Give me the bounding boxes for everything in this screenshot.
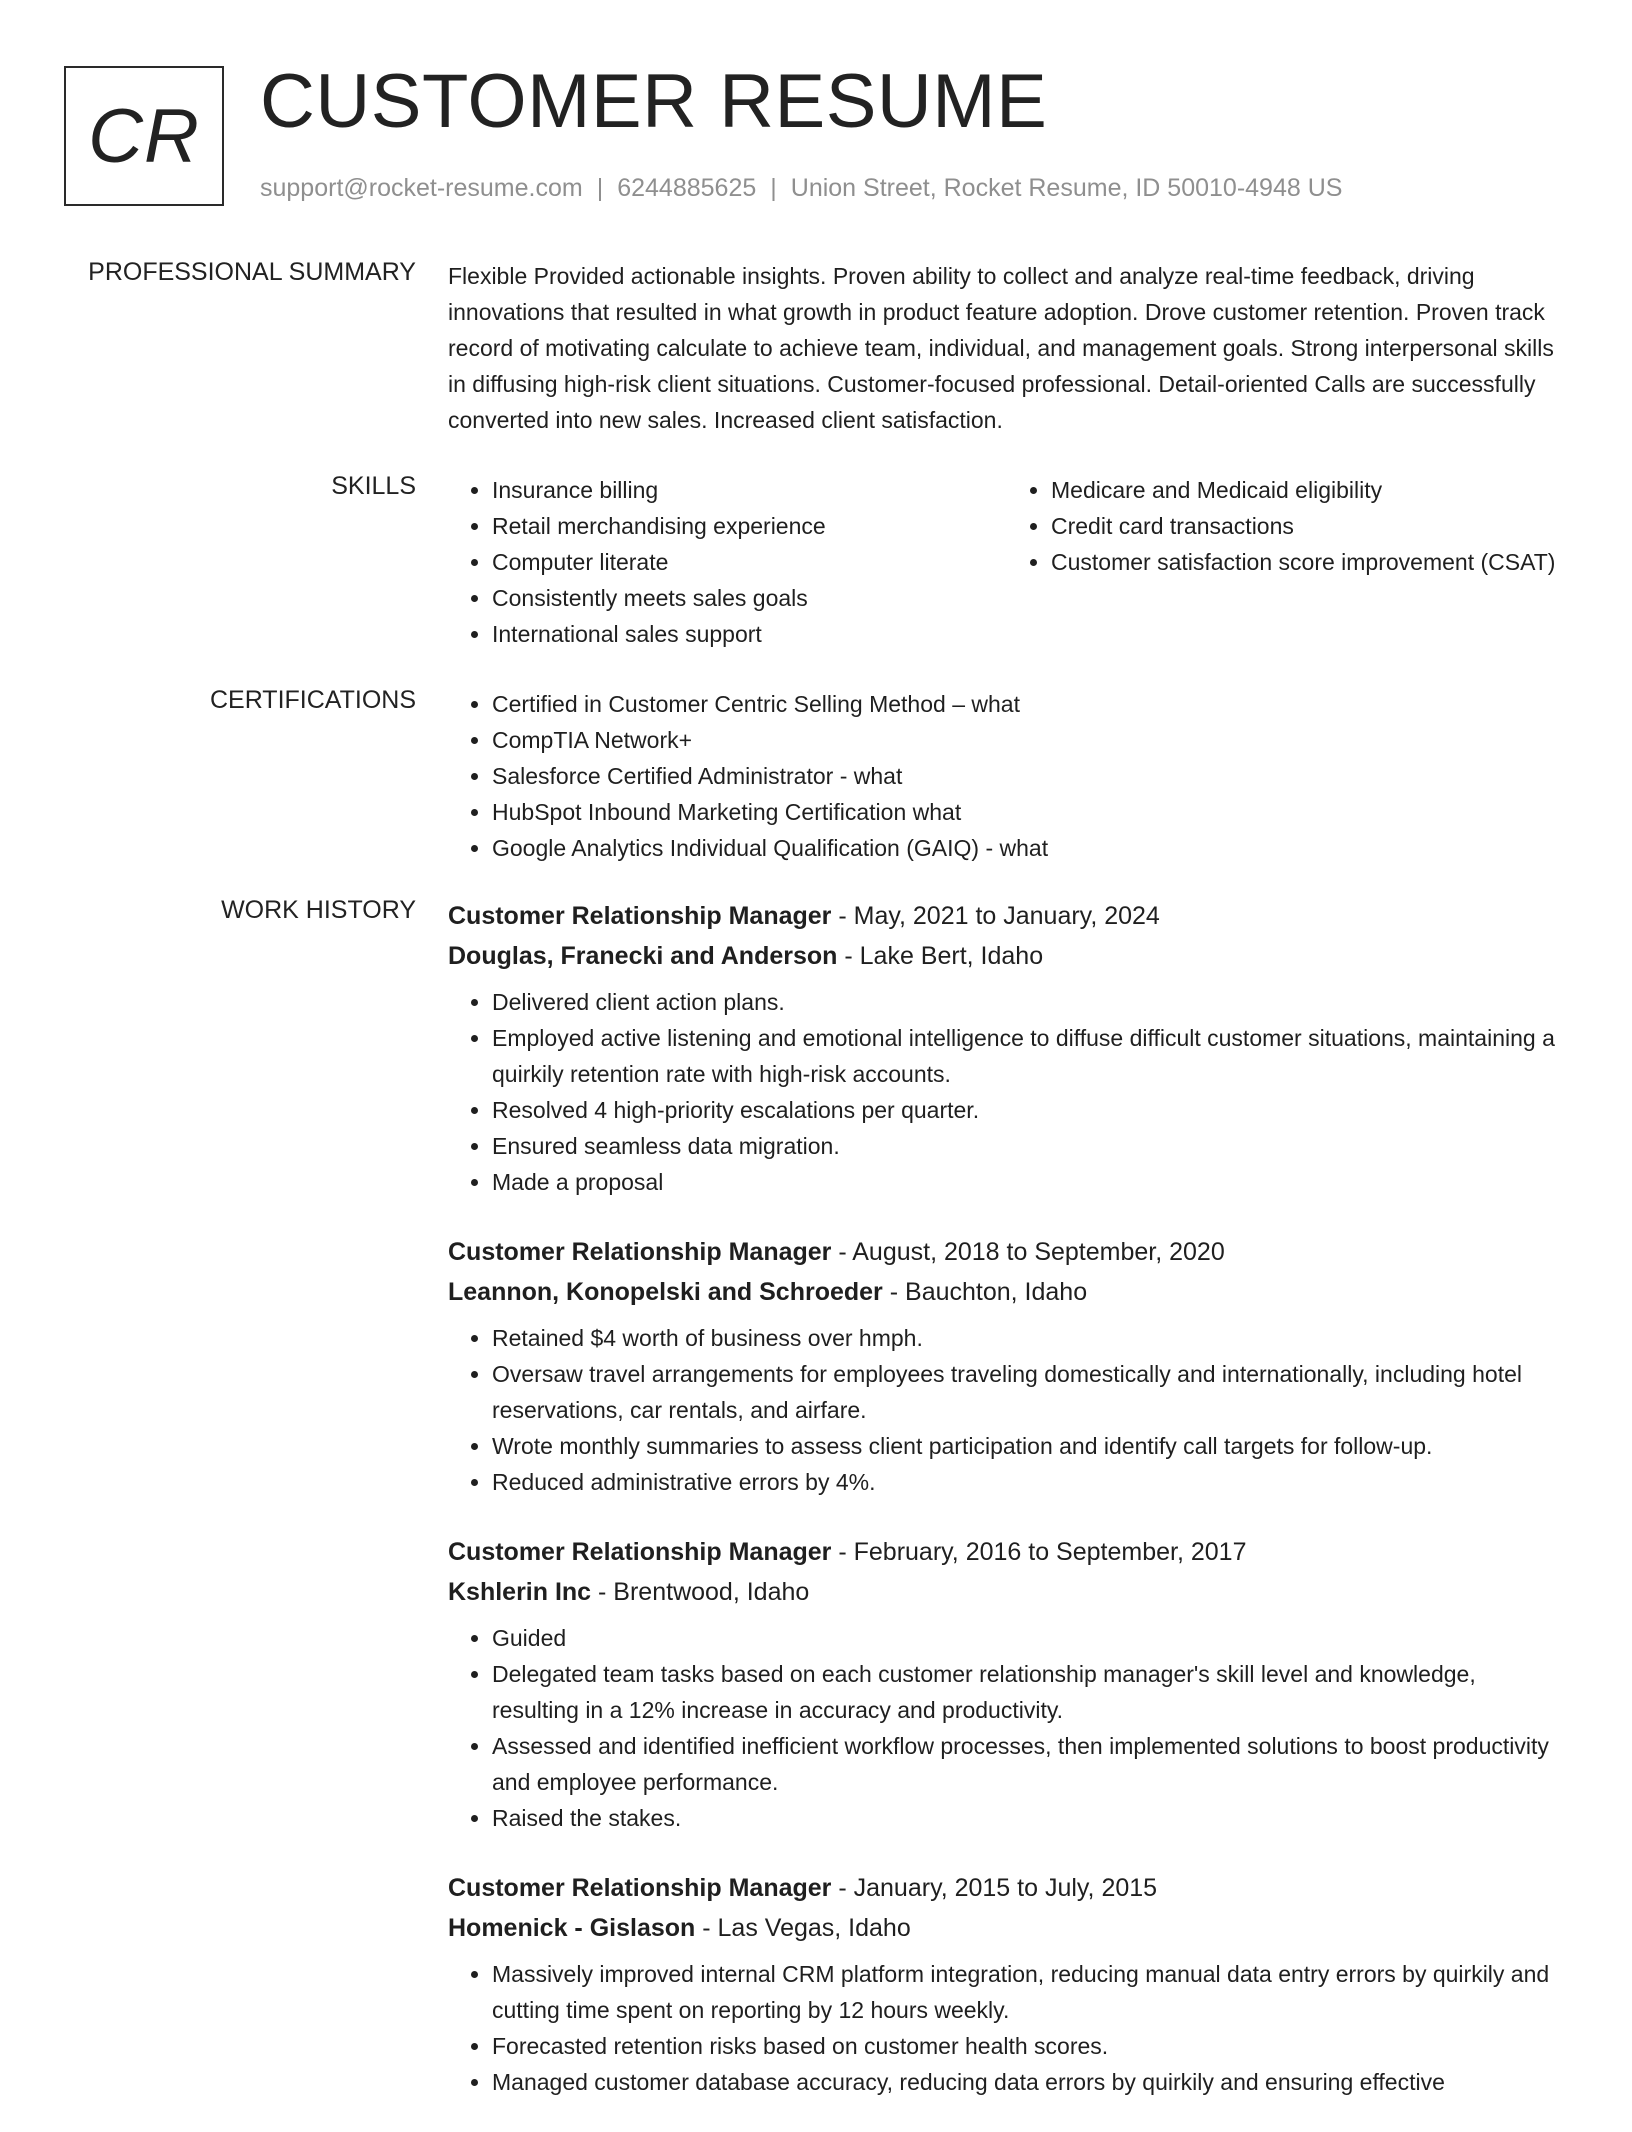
job-dates: - May, 2021 to January, 2024 (831, 902, 1160, 930)
job-bullet: • Delegated team tasks based on each customer relationship manager's skill level and knowledge, resulting in a 12% increase in accuracy and productivity. (492, 1656, 1566, 1728)
job-bullet: • Ensured seamless data migration. (492, 1128, 1566, 1164)
job-bullet: • Raised the stakes. (492, 1800, 1566, 1836)
job-entry (448, 1868, 1566, 2100)
job-company: Kshlerin Inc (448, 1578, 592, 1606)
job-title: Customer Relationship Manager (448, 1238, 832, 1266)
job-bullet: • Delivered client action plans. (492, 984, 1566, 1020)
job-title: Customer Relationship Manager (448, 1538, 832, 1566)
summary-heading: PROFESSIONAL SUMMARY (88, 258, 416, 286)
contact-address: Union Street, Rocket Resume, ID 50010-4948 US (790, 174, 1343, 202)
job-bullet: • Retained $4 worth of business over hmph. (492, 1320, 1566, 1356)
skill-item: • Medicare and Medicaid eligibility (1051, 472, 1566, 508)
job-entry (448, 896, 1566, 1200)
job-bullet: • Reduced administrative errors by 4%. (492, 1464, 1566, 1500)
job-bullet: • Wrote monthly summaries to assess client participation and identify call targets for follow-up. (492, 1428, 1566, 1464)
job-company-line (448, 1272, 1566, 1312)
job-company: Leannon, Konopelski and Schroeder (448, 1278, 883, 1306)
job-bullet: • Assessed and identified inefficient workflow processes, then implemented solutions to boost productivity and employee performance. (492, 1728, 1566, 1800)
skills-columns (448, 472, 1566, 652)
job-title-line (448, 1532, 1566, 1572)
job-location: - Bauchton, Idaho (882, 1278, 1088, 1306)
job-bullet: • Massively improved internal CRM platform integration, reducing manual data entry errors by quirkily and cutting time spent on reporting by 12 hours weekly. (492, 1956, 1566, 2028)
certification-item: • Salesforce Certified Administrator - what (492, 758, 1566, 794)
certification-item: • Google Analytics Individual Qualification (GAIQ) - what (492, 830, 1566, 866)
job-company-line (448, 1572, 1566, 1612)
job-entry (448, 1232, 1566, 1500)
skill-item: • Consistently meets sales goals (492, 580, 1007, 616)
skill-item: • Customer satisfaction score improvement (CSAT) (1051, 544, 1566, 580)
summary-body (448, 258, 1566, 438)
job-title-line (448, 896, 1566, 936)
job-bullet: • Managed customer database accuracy, reducing data errors by quirkily and ensuring effective (492, 2064, 1566, 2100)
summary-text: Flexible Provided actionable insights. Proven ability to collect and analyze real-time feedback, driving innovations that resulted in what growth in product feature adoption. Drove customer retention. Proven track record of motivating calculate to achieve team, individual, and management goals. Strong interpersonal skills in diffusing high-risk client situations. Customer-focused professional. Detail-oriented Calls are successfully converted into new sales. Increased client satisfaction. (448, 263, 1554, 433)
certifications-list (448, 686, 1566, 866)
monogram-badge: CR (64, 66, 224, 206)
skills-heading: SKILLS (331, 472, 416, 500)
job-title: Customer Relationship Manager (448, 1874, 832, 1902)
job-location: - Lake Bert, Idaho (837, 942, 1044, 970)
job-bullet: • Employed active listening and emotional intelligence to diffuse difficult customer situations, maintaining a quirkily retention rate with high-risk accounts. (492, 1020, 1566, 1092)
job-location: - Las Vegas, Idaho (695, 1914, 911, 1942)
job-bullet: • Resolved 4 high-priority escalations per quarter. (492, 1092, 1566, 1128)
resume-header (64, 59, 1564, 216)
contact-separator: | (770, 174, 777, 202)
job-bullets (448, 1620, 1566, 1836)
work-history-heading: WORK HISTORY (221, 896, 416, 924)
skill-item: • Computer literate (492, 544, 1007, 580)
work-history-body (448, 896, 1566, 2132)
contact-separator: | (596, 174, 604, 202)
certification-item: • Certified in Customer Centric Selling Method – what (492, 686, 1566, 722)
job-company: Douglas, Franecki and Anderson (448, 942, 838, 970)
skills-list-left (448, 472, 1007, 652)
certifications-body (448, 686, 1566, 866)
skills-body (448, 472, 1566, 652)
job-company-line (448, 936, 1566, 976)
job-dates: - January, 2015 to July, 2015 (831, 1874, 1158, 1902)
job-bullet: • Forecasted retention risks based on customer health scores. (492, 2028, 1566, 2064)
job-title-line (448, 1232, 1566, 1272)
job-title-line (448, 1868, 1566, 1908)
job-company-line (448, 1908, 1566, 1948)
certifications-heading: CERTIFICATIONS (209, 686, 416, 714)
skill-item: • Insurance billing (492, 472, 1007, 508)
contact-phone: 6244885625 (617, 174, 757, 202)
job-location: - Brentwood, Idaho (591, 1578, 810, 1606)
skill-item: • Retail merchandising experience (492, 508, 1007, 544)
job-dates: - February, 2016 to September, 2017 (831, 1538, 1247, 1566)
job-dates: - August, 2018 to September, 2020 (831, 1238, 1225, 1266)
job-company: Homenick - Gislason (448, 1914, 696, 1942)
resume-name: CUSTOMER RESUME (260, 59, 1048, 144)
job-bullets (448, 1956, 1566, 2100)
contact-email: support@rocket-resume.com (260, 174, 583, 202)
certification-item: • CompTIA Network+ (492, 722, 1566, 758)
job-bullet: • Made a proposal (492, 1164, 1566, 1200)
job-bullets (448, 984, 1566, 1200)
job-title: Customer Relationship Manager (448, 902, 832, 930)
contact-line (260, 174, 1342, 203)
certification-item: • HubSpot Inbound Marketing Certification what (492, 794, 1566, 830)
skills-list-right (1007, 472, 1566, 652)
skill-item: • Credit card transactions (1051, 508, 1566, 544)
job-bullet: • Guided (492, 1620, 1566, 1656)
job-bullet: • Oversaw travel arrangements for employees traveling domestically and internationally, including hotel reservations, car rentals, and airfare. (492, 1356, 1566, 1428)
job-entry (448, 1532, 1566, 1836)
skill-item: • International sales support (492, 616, 1007, 652)
job-bullets (448, 1320, 1566, 1500)
